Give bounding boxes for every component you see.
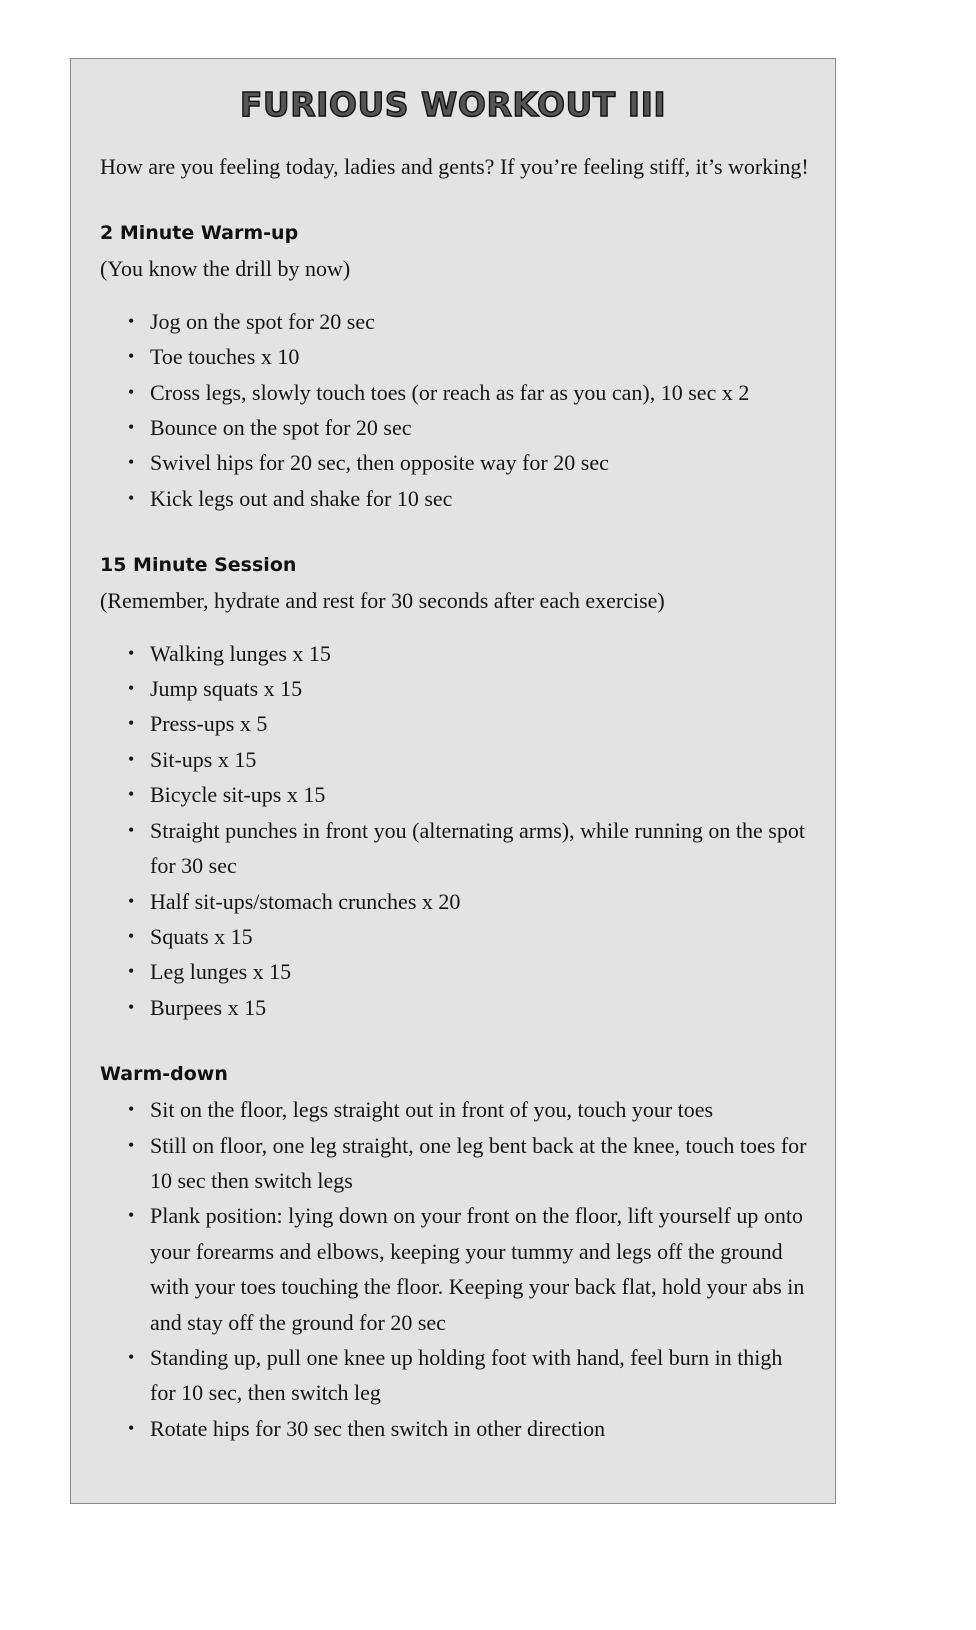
- section-heading-warmup: 2 Minute Warm-up: [100, 222, 299, 245]
- list-item: • Burpees x 15: [150, 990, 812, 1025]
- list-item: • Swivel hips for 20 sec, then opposite way for 20 sec: [150, 445, 812, 480]
- section-note-session: (Remember, hydrate and rest for 30 seconds after each exercise): [100, 588, 665, 614]
- warmdown-list: [100, 1092, 812, 1446]
- section-heading-session: 15 Minute Session: [100, 554, 297, 577]
- list-item: • Sit-ups x 15: [150, 742, 812, 777]
- page-title: FURIOUS WORKOUT III: [239, 85, 667, 124]
- list-item: • Jog on the spot for 20 sec: [150, 304, 812, 339]
- list-item: • Cross legs, slowly touch toes (or reach as far as you can), 10 sec x 2: [150, 375, 812, 410]
- list-item: • Standing up, pull one knee up holding foot with hand, feel burn in thigh for 10 sec, then switch leg: [150, 1340, 812, 1411]
- list-item: • Plank position: lying down on your front on the floor, lift yourself up onto your forearms and elbows, keeping your tummy and legs off the ground with your toes touching the floor. Keeping your back flat, hold your abs in and stay off the ground for 20 sec: [150, 1198, 812, 1340]
- document-body: [100, 149, 812, 1478]
- list-item: • Press-ups x 5: [150, 706, 812, 741]
- intro-paragraph: How are you feeling today, ladies and gents? If you’re feeling stiff, it’s working!: [100, 154, 809, 179]
- list-item: • Walking lunges x 15: [150, 636, 812, 671]
- list-item: • Sit on the floor, legs straight out in front of you, touch your toes: [150, 1092, 812, 1127]
- list-item: • Straight punches in front you (alternating arms), while running on the spot for 30 sec: [150, 813, 812, 884]
- list-item: • Half sit-ups/stomach crunches x 20: [150, 884, 812, 919]
- list-item: • Rotate hips for 30 sec then switch in other direction: [150, 1411, 812, 1446]
- session-list: [100, 636, 812, 1025]
- document-page: [70, 58, 836, 1504]
- warmup-list: [100, 304, 812, 516]
- list-item: • Bounce on the spot for 20 sec: [150, 410, 812, 445]
- list-item: • Squats x 15: [150, 919, 812, 954]
- section-heading-warmdown: Warm-down: [100, 1063, 228, 1086]
- list-item: • Jump squats x 15: [150, 671, 812, 706]
- list-item: • Bicycle sit-ups x 15: [150, 777, 812, 812]
- list-item: • Kick legs out and shake for 10 sec: [150, 481, 812, 516]
- list-item: • Toe touches x 10: [150, 339, 812, 374]
- list-item: • Still on floor, one leg straight, one leg bent back at the knee, touch toes for 10 sec then switch legs: [150, 1128, 812, 1199]
- section-note-warmup: (You know the drill by now): [100, 256, 351, 282]
- list-item: • Leg lunges x 15: [150, 954, 812, 989]
